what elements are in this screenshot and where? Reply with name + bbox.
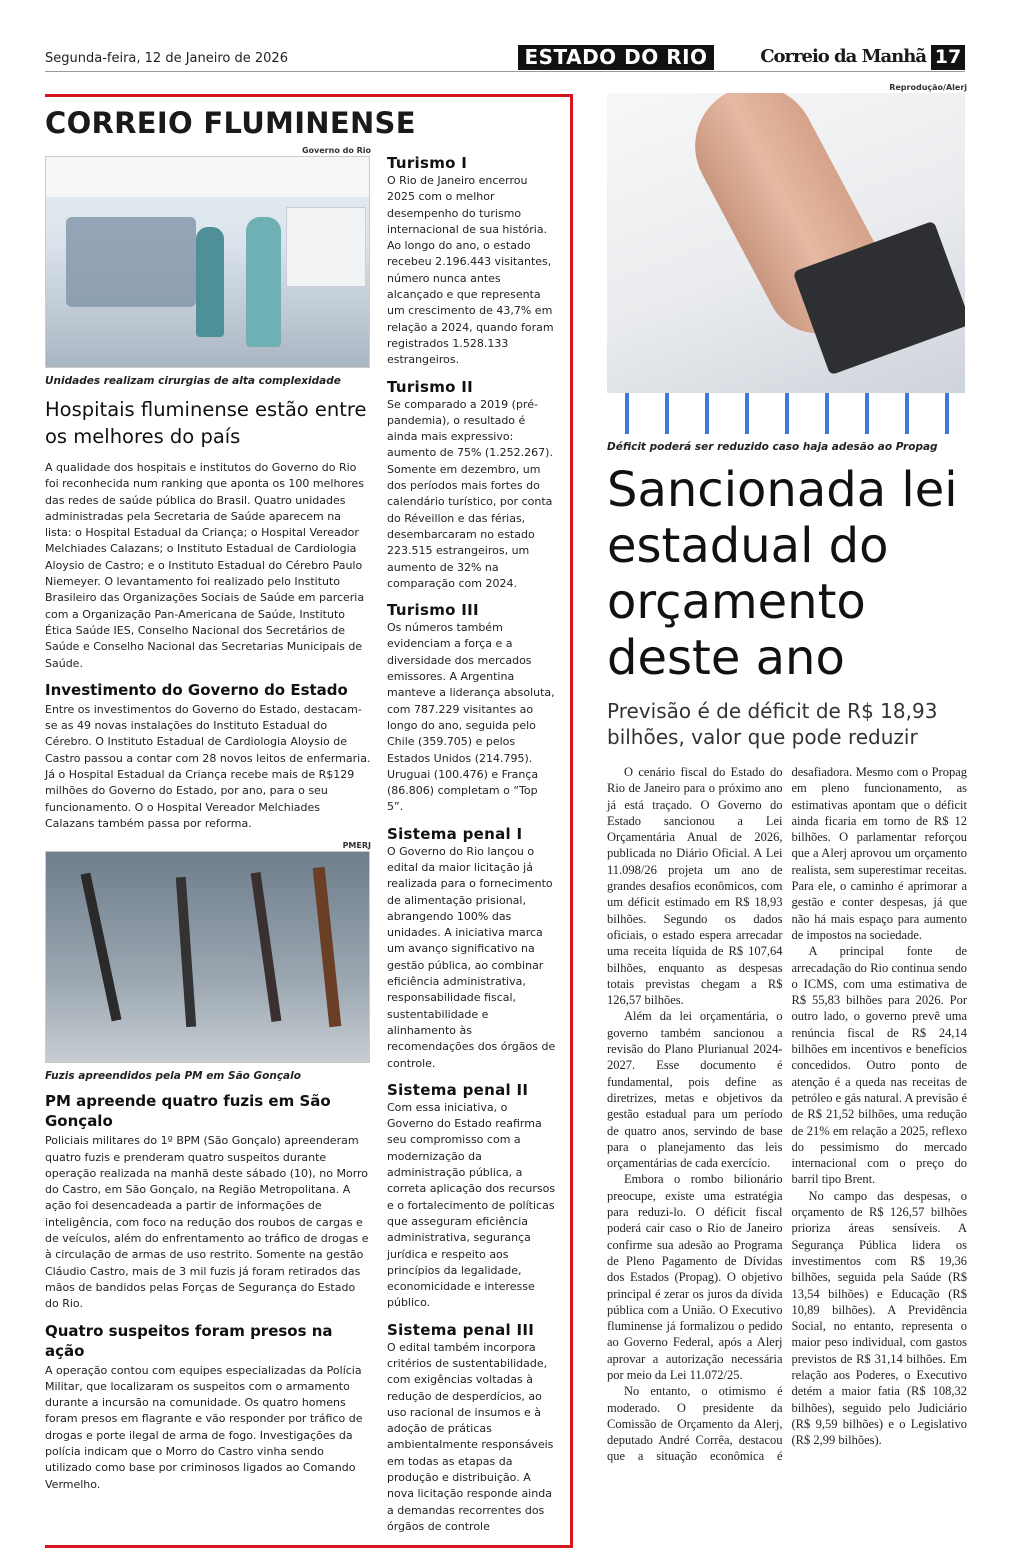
correio-fluminense-section: [45, 94, 573, 1548]
brief-text: O edital também incorpora critérios de sustentabilidade, com exigências voltadas à redução de desperdícios, ao uso racional de insumos e à adoção de práticas ambientalmente responsáveis em todas as etapas da produção e distribuição. A nova licitação responde ainda a demandas recorrentes dos órgãos de controle: [387, 1340, 554, 1533]
brief-title: Sistema penal I: [387, 824, 523, 843]
brief-title: Turismo I: [387, 154, 468, 172]
column-kicker: CORREIO FLUMINENSE: [45, 106, 416, 140]
paragraph: Embora o rombo bilionário preocupe, existe uma estratégia para reduzi-lo. O déficit fiscal poderá cair caso o Rio de Janeiro confirme sua adesão ao Programa de Pleno Pagamento de Dívidas dos Estados (Propag). O objetivo principal é zerar os juros da dívida pública com a União. O Executivo fluminense já formalizou o pedido ao Governo Federal, após a Alerj aprovar a autorização necessária por meio da Lei 11.072/25.: [607, 1172, 783, 1382]
brief-text: Os números também evidenciam a força e a diversidade dos mercados emissores. A Argentina manteve a liderança absoluta, com 787.229 visitantes ao longo do ano, seguida pelo Chile (359.705) e pelos Estados Unidos (214.795). Uruguai (100.476) e França (86.806) completam o “Top 5”.: [387, 621, 555, 814]
brief-title: Turismo III: [387, 601, 479, 620]
rifles-photo: [45, 851, 370, 1063]
brief-text: Se comparado a 2019 (pré-pandemia), o resultado é ainda mais expressivo: aumento de 75% (1.252.267). Somente em dezembro, um dos períodos mais fortes do calendário turístico, por conta do Réveillon e das férias, desembarcaram no estado 223.515 estrangeiros, um aumento de 32% na comparação com 2024.: [387, 397, 553, 590]
brief: [387, 824, 557, 1072]
brief: [387, 153, 557, 369]
paragraph: Além da lei orçamentária, o governo também sancionou a revisão do Plano Plurianual 2024-2027. Esse documento é fundamental, pois define as diretrizes, metas e objetivos da gestão estadual para um período de quatro anos, servindo de base para o planejamento das leis orçamentárias de cada exercício.: [607, 1009, 783, 1171]
brief-text: O Governo do Rio lançou o edital da maior licitação já realizada para o fornecimento de alimentação prisional, abrangendo 100% das unidades. A iniciativa marca um avanço significativo na gestão pública, ao combinar eficiência administrativa, responsabilidade fiscal, sustentabilidade e alinhamento às recomendações dos órgãos de controle.: [387, 844, 556, 1070]
subheading: Investimento do Governo do Estado: [45, 680, 348, 699]
main-headline: Sancionada lei estadual do orçamento deste ano: [607, 462, 958, 686]
main-article: [607, 82, 967, 1465]
paragraph: No campo das despesas, o orçamento de R$ 126,57 bilhões prioriza áreas sensíveis. A Segurança Pública lidera os investimentos com R$ 19,36 bilhões, seguida pela Saúde (R$ 13,54 bilhões) e Educação (R$ 10,89 bilhões). A Previdência Social, no entanto, representa o maior peso individual, com gastos previstos de R$ 31,14 bilhões. Em relação aos Poderes, o Executivo detém a maior fatia (R$ 108,32 bilhões), seguido pelo Judiciário (R$ 9,59 bilhões) e o Legislativo (R$ 2,99 bilhões).: [791, 1188, 967, 1448]
brief-title: Turismo II: [387, 377, 474, 396]
left-column: [45, 145, 371, 1535]
brief: [387, 377, 557, 593]
paragraph: Entre os investimentos do Governo do Estado, destacam-se as 49 novas instalações do Instituto Estadual do Cérebro. O Instituto Estadual de Cardiologia Aloysio de Castro passou a contar com 28 novos leitos de enfermaria. Já o Hospital Estadual da Criança recebe mais de R$129 milhões do Governo do Estado, por ano, para o seu funcionamento. O o Hospital Vereador Melchiades Calazans também passa por reforma.: [45, 702, 371, 830]
brief-title: Sistema penal III: [387, 1320, 535, 1339]
main-article-body: [607, 764, 967, 1465]
issue-date: Segunda-feira, 12 de Janeiro de 2026: [45, 51, 288, 66]
paragraph: Policiais militares do 1º BPM (São Gonçalo) apreenderam quatro fuzis e prenderam quatro suspeitos durante operação realizada na manhã deste sábado (10), no Morro do Castro, em São Gonçalo, na Região Metropolitana. A ação foi desencadeada a partir de informações de inteligência, com foco na redução dos roubos de cargas e de veículos, além do enfrentamento ao tráfico de drogas e à circulação de armas de uso restrito. Somente na gestão Cláudio Castro, mais de 3 mil fuzis já foram retirados das mãos de bandidos pelas Forças de Segurança do Estado do Rio.: [45, 1134, 369, 1311]
photo-credit: PMERJ: [342, 841, 371, 851]
brief-text: O Rio de Janeiro encerrou 2025 com o melhor desempenho do turismo internacional de sua história. Ao longo do ano, o estado recebeu 2.196.443 visitantes, número nunca antes alcançado e que representa um crescimento de 43,7% em relação a 2024, quando foram registrados 1.528.133 estrangeiros.: [387, 174, 554, 367]
hospital-photo: [45, 156, 370, 368]
article-headline: Hospitais fluminense estão entre os melhores do país: [45, 398, 367, 448]
brief: [387, 1320, 557, 1536]
subheading: Quatro suspeitos foram presos na ação: [45, 1321, 333, 1360]
photo-caption: Déficit poderá ser reduzido caso haja adesão ao Propag: [607, 441, 938, 453]
header-rule: [45, 71, 965, 72]
brief-title: Sistema penal II: [387, 1080, 529, 1099]
article-headline: PM apreende quatro fuzis em São Gonçalo: [45, 1092, 331, 1131]
brief-text: Com essa iniciativa, o Governo do Estado reafirma seu compromisso com a modernização da administração pública, a correta aplicação dos recursos e o fortalecimento de políticas que asseguram eficiência administrativa, segurança jurídica e respeito aos princípios da legalidade, economicidade e interesse público.: [387, 1100, 556, 1310]
photo-caption: Unidades realizam cirurgias de alta complexidade: [45, 375, 341, 387]
calculator-photo: [607, 93, 965, 434]
photo-caption: Fuzis apreendidos pela PM em São Gonçalo: [45, 1070, 301, 1083]
paragraph: A principal fonte de arrecadação do Rio continua sendo o ICMS, com uma estimativa de R$ 55,83 bilhões para 2026. Por outro lado, o governo prevê uma renúncia fiscal de R$ 24,14 bilhões em incentivos e benefícios concedidos. Outro ponto de atenção é a queda nas receitas de petróleo e gás natural. A previsão é de R$ 21,52 bilhões, uma redução de 21% em relação a 2025, reflexo do pessimismo do mercado internacional com o preço do barril tipo Brent.: [791, 944, 967, 1187]
headline-deck: Previsão é de déficit de R$ 18,93 bilhões, valor que pode reduzir: [607, 699, 938, 749]
photo-credit: Governo do Rio: [301, 146, 371, 155]
brief: [387, 1080, 557, 1312]
section-label: ESTADO DO RIO: [518, 45, 714, 70]
news-briefs: [387, 145, 557, 1535]
page-number: 17: [931, 45, 965, 70]
brief: [387, 600, 557, 816]
paragraph: A qualidade dos hospitais e institutos do Governo do Rio foi reconhecida num ranking que aponta os 100 melhores das redes de saúde pública do Brasil. Quatro unidades administradas pela Secretaria de Saúde aparecem na lista: o Hospital Estadual da Criança; o Hospital Vereador Melchiades Calazans; o Instituto Estadual de Cardiologia Aloysio de Castro; e o Instituto Estadual do Cérebro Paulo Niemeyer. O levantamento foi realizado pelo Instituto Brasileiro das Organizações Sociais de Saúde em parceria com a Organização Pan-Americana de Saúde, Instituto Ética Saúde IES, Conselho Nacional dos Secretários de Saúde e Conselho Nacional das Secretarias Municipais de Saúde.: [45, 461, 365, 670]
paragraph: No entanto, o otimismo é moderado. O presidente da Comissão de Orçamento da Alerj, deputado André Corrêa, destacou que a situação econômica é desafiadora. Mesmo com o Propag em pleno funcionamento, as estimativas apontam que o déficit ainda ficaria em torno de R$ 12 bilhões. O parlamentar reforçou que a Alerj aprovou um orçamento realista, sem superestimar receitas. Para ele, o caminho é aprimorar a gestão e conter despesas, já que não há mais espaço para aumento de impostos na sociedade.: [607, 765, 967, 1464]
photo-credit: Reprodução/Alerj: [889, 83, 967, 92]
newspaper-logo: Correio da Manhã: [760, 46, 926, 67]
paragraph: O cenário fiscal do Estado do Rio de Janeiro para o próximo ano já está traçado. O Governo do Estado sancionou a Lei Orçamentária Anual de 2026, publicada no Diário Oficial. A Lei 11.098/26 projeta um ano de grandes desafios econômicos, com um déficit estimado em R$ 18,93 bilhões. Segundo os dados oficiais, o estado espera arrecadar uma receita líquida de R$ 107,64 bilhões, enquanto as despesas totais previstas chegam a R$ 126,57 bilhões.: [607, 765, 783, 1008]
paragraph: A operação contou com equipes especializadas da Polícia Militar, que localizaram os suspeitos com o armamento durante a incursão na comunidade. Os quatro homens foram presos em flagrante e vão responder por tráfico de drogas e porte ilegal de arma de fogo. Investigações da polícia indicam que o Morro do Castro vinha sendo utilizado como base por criminosos ligados ao Comando Vermelho.: [45, 1363, 363, 1491]
